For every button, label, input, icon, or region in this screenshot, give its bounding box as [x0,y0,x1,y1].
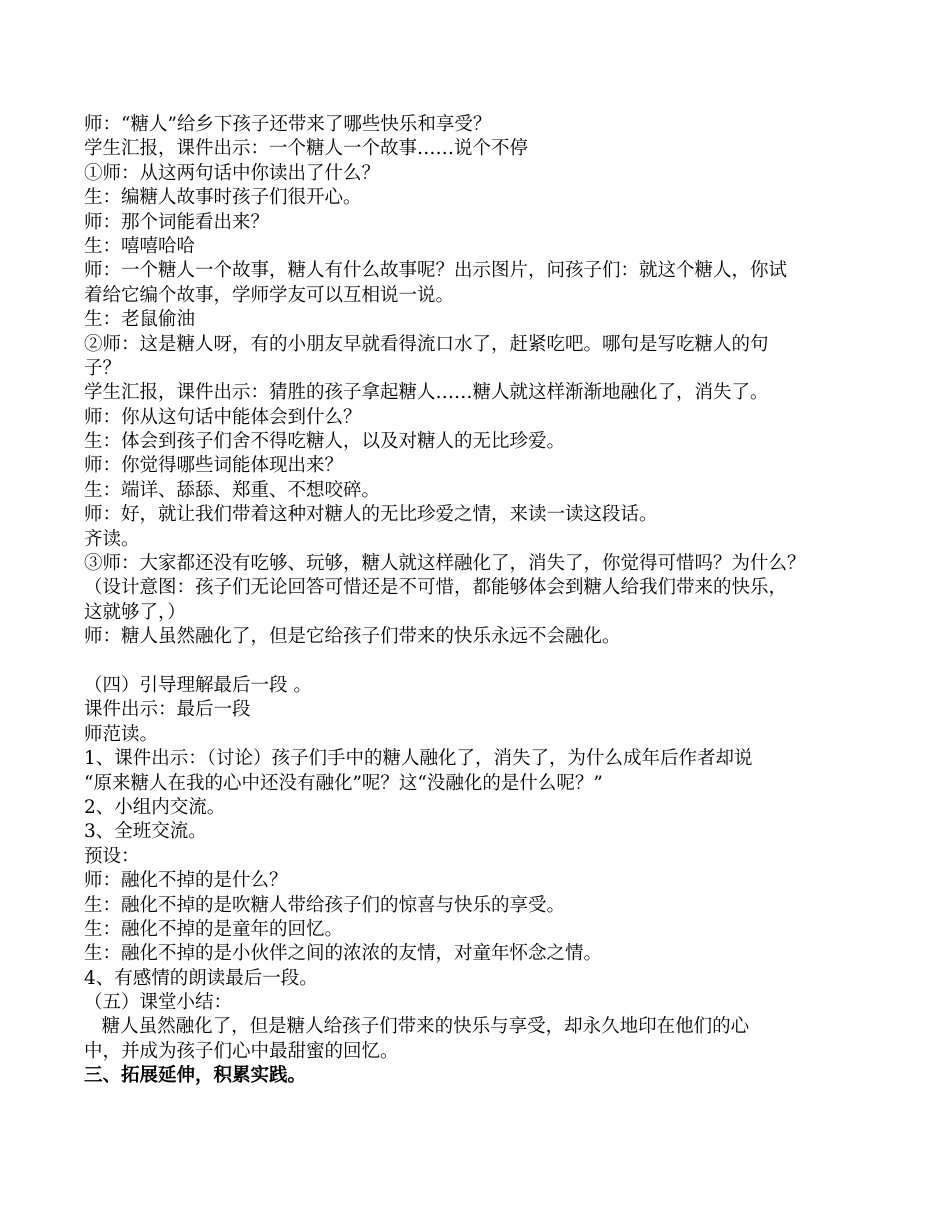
text-line: （设计意图：孩子们无论回答可惜还是不可惜，都能够体会到糖人给我们带来的快乐， [84,577,788,599]
text-line: 学生汇报，课件出示：猜胜的孩子拿起糖人……糖人就这样渐渐地融化了，消失了。 [84,382,769,404]
text-line: 师：一个糖人一个故事，糖人有什么故事呢？出示图片，问孩子们：就这个糖人，你试 [84,260,788,282]
text-line: 生：老鼠偷油 [84,309,196,331]
text-line: 师：融化不掉的是什么？ [84,870,288,892]
text-line: 子？ [84,357,122,379]
text-line: 生：嘻嘻哈哈 [84,235,196,257]
text-line: 师：“糖人”给乡下孩子还带来了哪些快乐和享受？ [84,114,492,135]
text-line: 这就够了，） [84,601,186,623]
text-line: 生：体会到孩子们舍不得吃糖人，以及对糖人的无比珍爱。 [84,431,566,453]
text-line: 生：融化不掉的是小伙伴之间的浓浓的友情，对童年怀念之情。 [84,943,603,965]
text-line: 2、小组内交流。 [84,796,226,818]
document-body [84,113,874,1089]
text-line: 师范读。 [84,723,159,745]
text-line: 3、全班交流。 [84,821,207,843]
text-line: 4、有感情的朗读最后一段。 [84,967,318,989]
text-line: “原来糖人在我的心中还没有融化”呢？这“没融化的是什么呢？” [84,772,603,794]
text-line: 1、课件出示：（讨论）孩子们手中的糖人融化了，消失了，为什么成年后作者却说 [84,748,753,770]
chapter-heading: 三、拓展延伸，积累实践。 [84,1065,307,1087]
text-line: 师：糖人虽然融化了，但是它给孩子们带来的快乐永远不会融化。 [84,626,621,648]
text-line: 齐读。 [84,528,140,550]
text-line: 生：端详、舔舔、郑重、不想咬碎。 [84,479,381,501]
text-line: 课件出示：最后一段 [84,699,251,721]
text-line: ①师：从这两句话中你读出了什么？ [84,162,381,184]
blank-line [84,650,874,674]
text-line: 师：那个词能看出来？ [84,211,270,233]
text-line: ②师：这是糖人呀，有的小朋友早就看得流口水了，赶紧吃吧。哪句是写吃糖人的句 [84,333,769,355]
text-line: 预设： [84,845,140,867]
text-line: 糖人虽然融化了，但是糖人给孩子们带来的快乐与享受，却永久地印在他们的心 [84,1016,750,1038]
text-line: ③师：大家都还没有吃够、玩够，糖人就这样融化了，消失了，你觉得可惜吗？为什么？ [84,553,806,575]
text-line: 生：编糖人故事时孩子们很开心。 [84,187,362,209]
text-line: 学生汇报，课件出示：一个糖人一个故事……说个不停 [84,138,529,160]
text-line: 生：融化不掉的是吹糖人带给孩子们的惊喜与快乐的享受。 [84,894,566,916]
text-line: 师：你觉得哪些词能体现出来？ [84,455,344,477]
text-line: 着给它编个故事，学师学友可以互相说一说。 [84,284,455,306]
section-heading: （五）课堂小结： [84,992,233,1014]
section-heading: （四）引导理解最后一段 。 [84,674,312,696]
text-line: 师：你从这句话中能体会到什么？ [84,406,362,428]
text-line: 师：好，就让我们带着这种对糖人的无比珍爱之情，来读一读这段话。 [84,504,658,526]
text-line: 中，并成为孩子们心中最甜蜜的回忆。 [84,1040,399,1062]
text-line: 生：融化不掉的是童年的回忆。 [84,918,344,940]
